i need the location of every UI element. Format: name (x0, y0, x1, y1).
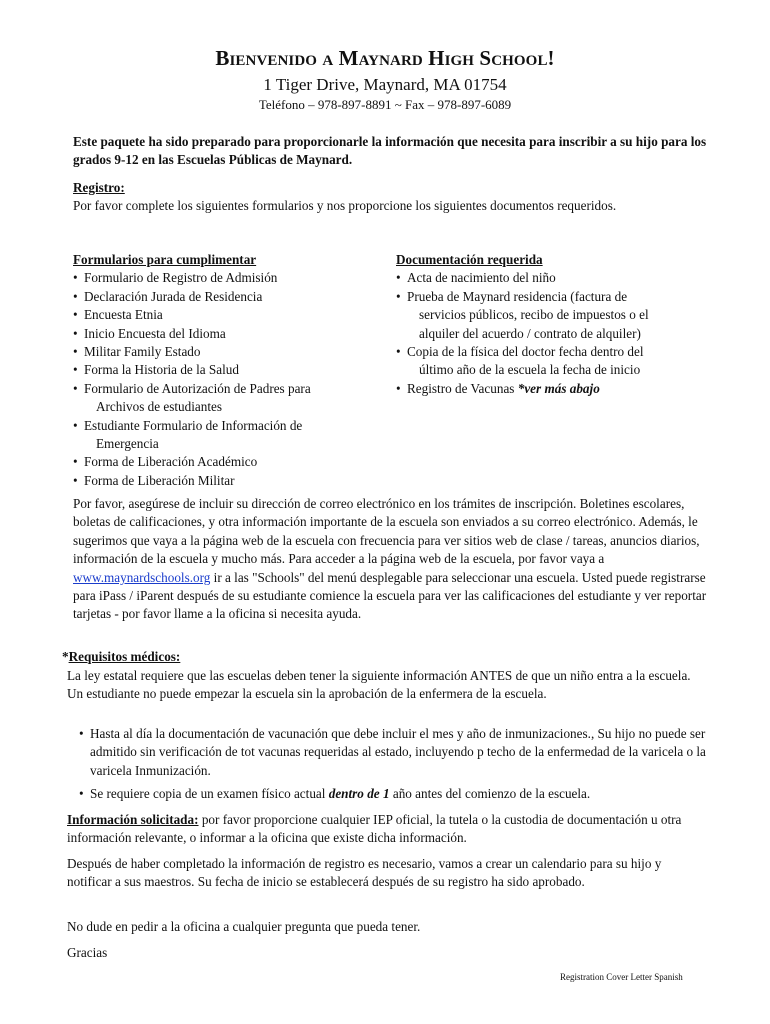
bullet-icon: • (73, 325, 78, 341)
list-item: • Registro de Vacunas *ver más abajo (396, 380, 716, 398)
formularios-column (73, 251, 393, 490)
list-item: • Prueba de Maynard residencia (factura de servicios públicos, recibo de impuestos o el alquiler del acuerdo / contrato de alquiler) (396, 288, 649, 341)
calendario-paragraph: Después de haber completado la información de registro es necesario, vamos a crear un calendario para su hijo y notificar a sus maestros. Su fecha de inicio se establecerá después de su registro ha sido aprobado. (67, 856, 662, 890)
registro-text: Por favor complete los siguientes formularios y nos proporcione los siguientes documentos requeridos. (73, 198, 617, 213)
bullet-icon: • (396, 380, 401, 396)
bullet-icon: • (73, 344, 78, 360)
list-item: • Hasta al día la documentación de vacunación que debe incluir el mes y año de inmunizaciones., Su hijo no puede ser admitido sin verificación de tot vacunas requeridas al estado, incluyendo p techo de la enfermedad de la varicela o la varicela Inmunización. (79, 726, 706, 778)
bullet-icon: • (79, 726, 84, 741)
ver-mas-abajo-note: *ver más abajo (517, 380, 600, 396)
dude-paragraph: No dude en pedir a la oficina a cualquier pregunta que pueda tener. (67, 919, 421, 934)
school-website-link[interactable]: www.maynardschools.org (73, 569, 211, 585)
phone-fax: Teléfono – 978-897-8891 ~ Fax – 978-897-6089 (258, 97, 512, 112)
list-item: • Estudiante Formulario de Información de Emergencia (73, 417, 303, 452)
documentacion-heading: Documentación requerida (396, 252, 543, 267)
bullet-icon: • (73, 362, 78, 378)
list-item: • Inicio Encuesta del Idioma (73, 325, 393, 343)
list-item: • Formulario de Autorización de Padres para Archivos de estudiantes (73, 380, 311, 415)
intro-paragraph: Este paquete ha sido preparado para proporcionarle la información que necesita para inscribir a su hijo para los grados 9-12 en las Escuelas Públicas de Maynard. (73, 134, 707, 168)
documentacion-list (396, 269, 716, 398)
medicos-heading: *Requisitos médicos: (62, 649, 181, 664)
bullet-icon: • (396, 344, 401, 360)
bullet-icon: • (73, 417, 78, 433)
bullet-icon: • (73, 472, 78, 488)
list-item: • Forma la Historia de la Salud (73, 361, 393, 379)
page-title: Bienvenido a Maynard High School! (215, 46, 555, 70)
list-item: • Forma de Liberación Militar (73, 472, 393, 490)
formularios-list (73, 269, 393, 490)
gracias-text: Gracias (67, 945, 108, 960)
email-paragraph: Por favor, asegúrese de incluir su dirección de correo electrónico en los trámites de inscripción. Boletines escolares, boletas de calificaciones, y otra información importante de la escuela son enviados a su correo electrónico. Además, le sugerimos que vaya a la página web de la escuela con frecuencia para ver sitios web de clase / tareas, anuncios diarios, información de la escuela y mucho más. Para acceder a la página web de la escuela, por favor vaya a www.maynardschools.org ir a las "Schools" del menú desplegable para seleccionar una escuela. Usted puede registrarse para iPass / iParent después de su estudiante comience la escuela para ver las calificaciones del estudiante y ver reportar tarjetas - por favor llame a la oficina si necesita ayuda. (73, 496, 707, 622)
list-item: • Encuesta Etnia (73, 306, 393, 324)
bullet-icon: • (73, 380, 78, 396)
formularios-heading: Formularios para cumplimentar (73, 252, 257, 267)
bullet-icon: • (73, 288, 78, 304)
list-item: • Formulario de Registro de Admisión (73, 269, 393, 287)
bullet-icon: • (73, 454, 78, 470)
list-item: • Copia de la física del doctor fecha dentro del último año de la escuela la fecha de inicio (396, 344, 644, 378)
list-item: • Acta de nacimiento del niño (396, 269, 716, 287)
documentacion-column (396, 251, 716, 398)
informacion-paragraph: Información solicitada: por favor proporcione cualquier IEP oficial, la tutela o la custodia de documentación u otra información relevante, o informar a la oficina que existe dicha información. (67, 812, 682, 846)
school-address: 1 Tiger Drive, Maynard, MA 01754 (263, 75, 507, 94)
bullet-icon: • (79, 786, 84, 802)
list-item: • Declaración Jurada de Residencia (73, 288, 393, 306)
medicos-text: La ley estatal requiere que las escuelas deben tener la siguiente información ANTES de que un niño entra a la escuela. Un estudiante no puede empezar la escuela sin la aprobación de la enfermera de la escuela. (67, 668, 691, 702)
bullet-icon: • (396, 270, 401, 286)
footer-label: Registration Cover Letter Spanish (560, 972, 683, 982)
list-item: • Militar Family Estado (73, 343, 393, 361)
list-item: • Se requiere copia de un examen físico actual dentro de 1 año antes del comienzo de la escuela. (79, 785, 709, 803)
registro-heading: Registro: (73, 180, 125, 195)
bullet-icon: • (73, 307, 78, 323)
list-item: • Forma de Liberación Académico (73, 453, 393, 471)
bullet-icon: • (396, 288, 401, 304)
informacion-heading: Información solicitada: (67, 812, 199, 827)
medicos-list (79, 725, 709, 804)
bullet-icon: • (73, 270, 78, 286)
